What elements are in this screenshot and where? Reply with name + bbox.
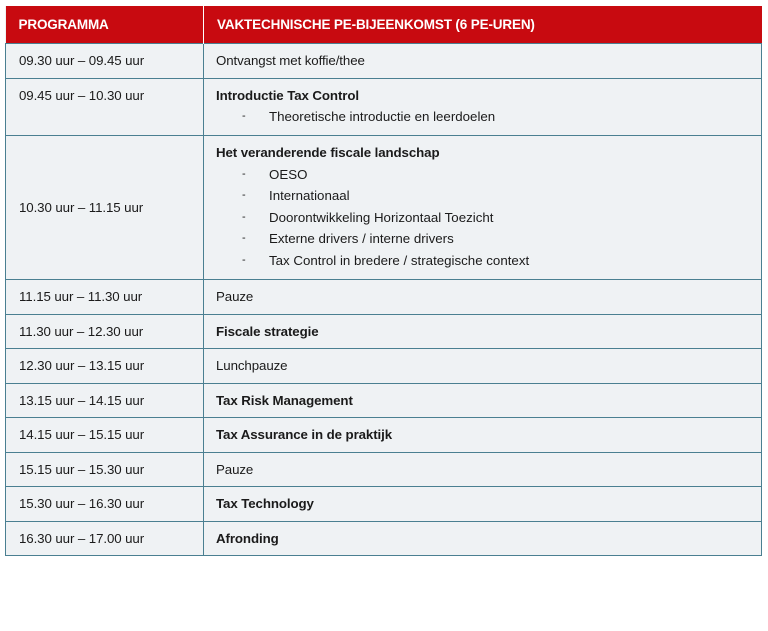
list-item — [216, 230, 751, 248]
topic-label: OESO — [269, 166, 308, 182]
schedule-time-cell: 15.15 uur – 15.30 uur — [6, 452, 204, 487]
schedule-description-cell — [204, 521, 762, 556]
schedule-time-cell: 10.30 uur – 11.15 uur — [6, 136, 204, 280]
schedule-description-cell — [204, 280, 762, 315]
session-title: Tax Risk Management — [216, 392, 353, 408]
session-title: Tax Technology — [216, 496, 314, 512]
session-title: Introductie Tax Control — [216, 87, 359, 103]
table-row — [6, 44, 762, 79]
session-topic-list — [216, 108, 751, 126]
table-row — [6, 78, 762, 136]
session-title: Ontvangst met koffie/thee — [216, 53, 365, 68]
topic-label: Tax Control in bredere / strategische context — [269, 253, 530, 269]
session-title: Afronding — [216, 530, 279, 546]
list-item — [216, 166, 751, 184]
dash-bullet-icon: - — [242, 189, 246, 202]
schedule-time-cell: 16.30 uur – 17.00 uur — [6, 521, 204, 556]
schedule-time-cell: 14.15 uur – 15.15 uur — [6, 418, 204, 453]
table-row — [6, 314, 762, 349]
list-item — [216, 252, 751, 270]
schedule-description-cell — [204, 136, 762, 280]
dash-bullet-icon: - — [242, 232, 246, 245]
dash-bullet-icon: - — [242, 167, 246, 180]
table-row — [6, 521, 762, 556]
table-row — [6, 383, 762, 418]
table-header — [6, 6, 762, 44]
table-row — [6, 452, 762, 487]
session-title: Pauze — [216, 289, 254, 305]
topic-label: Internationaal — [269, 188, 350, 204]
table-row — [6, 487, 762, 522]
topic-label: Externe drivers / interne drivers — [269, 231, 454, 247]
programma-table — [5, 6, 762, 556]
schedule-description-cell — [204, 44, 762, 79]
session-title: Pauze — [216, 461, 254, 477]
table-row — [6, 136, 762, 280]
schedule-description-cell — [204, 452, 762, 487]
schedule-description-cell — [204, 314, 762, 349]
schedule-description-cell — [204, 349, 762, 384]
session-topic-list — [216, 166, 751, 270]
topic-label: Doorontwikkeling Horizontaal Toezicht — [269, 209, 494, 225]
dash-bullet-icon: - — [242, 254, 246, 267]
schedule-time-cell: 11.15 uur – 11.30 uur — [6, 280, 204, 315]
schedule-description-cell — [204, 78, 762, 136]
table-body — [6, 44, 762, 556]
schedule-time-cell: 09.30 uur – 09.45 uur — [6, 44, 204, 79]
schedule-description-cell — [204, 487, 762, 522]
topic-label: Theoretische introductie en leerdoelen — [269, 109, 496, 125]
schedule-time-cell: 09.45 uur – 10.30 uur — [6, 78, 204, 136]
column-header-programma: PROGRAMMA — [6, 6, 204, 44]
session-title: Fiscale strategie — [216, 323, 319, 339]
schedule-time-cell: 12.30 uur – 13.15 uur — [6, 349, 204, 384]
schedule-time-cell: 15.30 uur – 16.30 uur — [6, 487, 204, 522]
schedule-time-cell: 13.15 uur – 14.15 uur — [6, 383, 204, 418]
table-header-row — [6, 6, 762, 44]
session-title: Het veranderende fiscale landschap — [216, 145, 440, 161]
list-item — [216, 108, 751, 126]
column-header-vaktechnische-pe-bijeenkomst: VAKTECHNISCHE PE-BIJEENKOMST (6 PE-UREN) — [204, 6, 762, 44]
schedule-time-cell: 11.30 uur – 12.30 uur — [6, 314, 204, 349]
table-row — [6, 280, 762, 315]
list-item — [216, 209, 751, 227]
session-title: Lunchpauze — [216, 358, 288, 374]
table-row — [6, 418, 762, 453]
dash-bullet-icon: - — [242, 110, 246, 123]
schedule-description-cell — [204, 383, 762, 418]
dash-bullet-icon: - — [242, 210, 246, 223]
schedule-description-cell — [204, 418, 762, 453]
session-title: Tax Assurance in de praktijk — [216, 427, 393, 443]
list-item — [216, 187, 751, 205]
table-row — [6, 349, 762, 384]
